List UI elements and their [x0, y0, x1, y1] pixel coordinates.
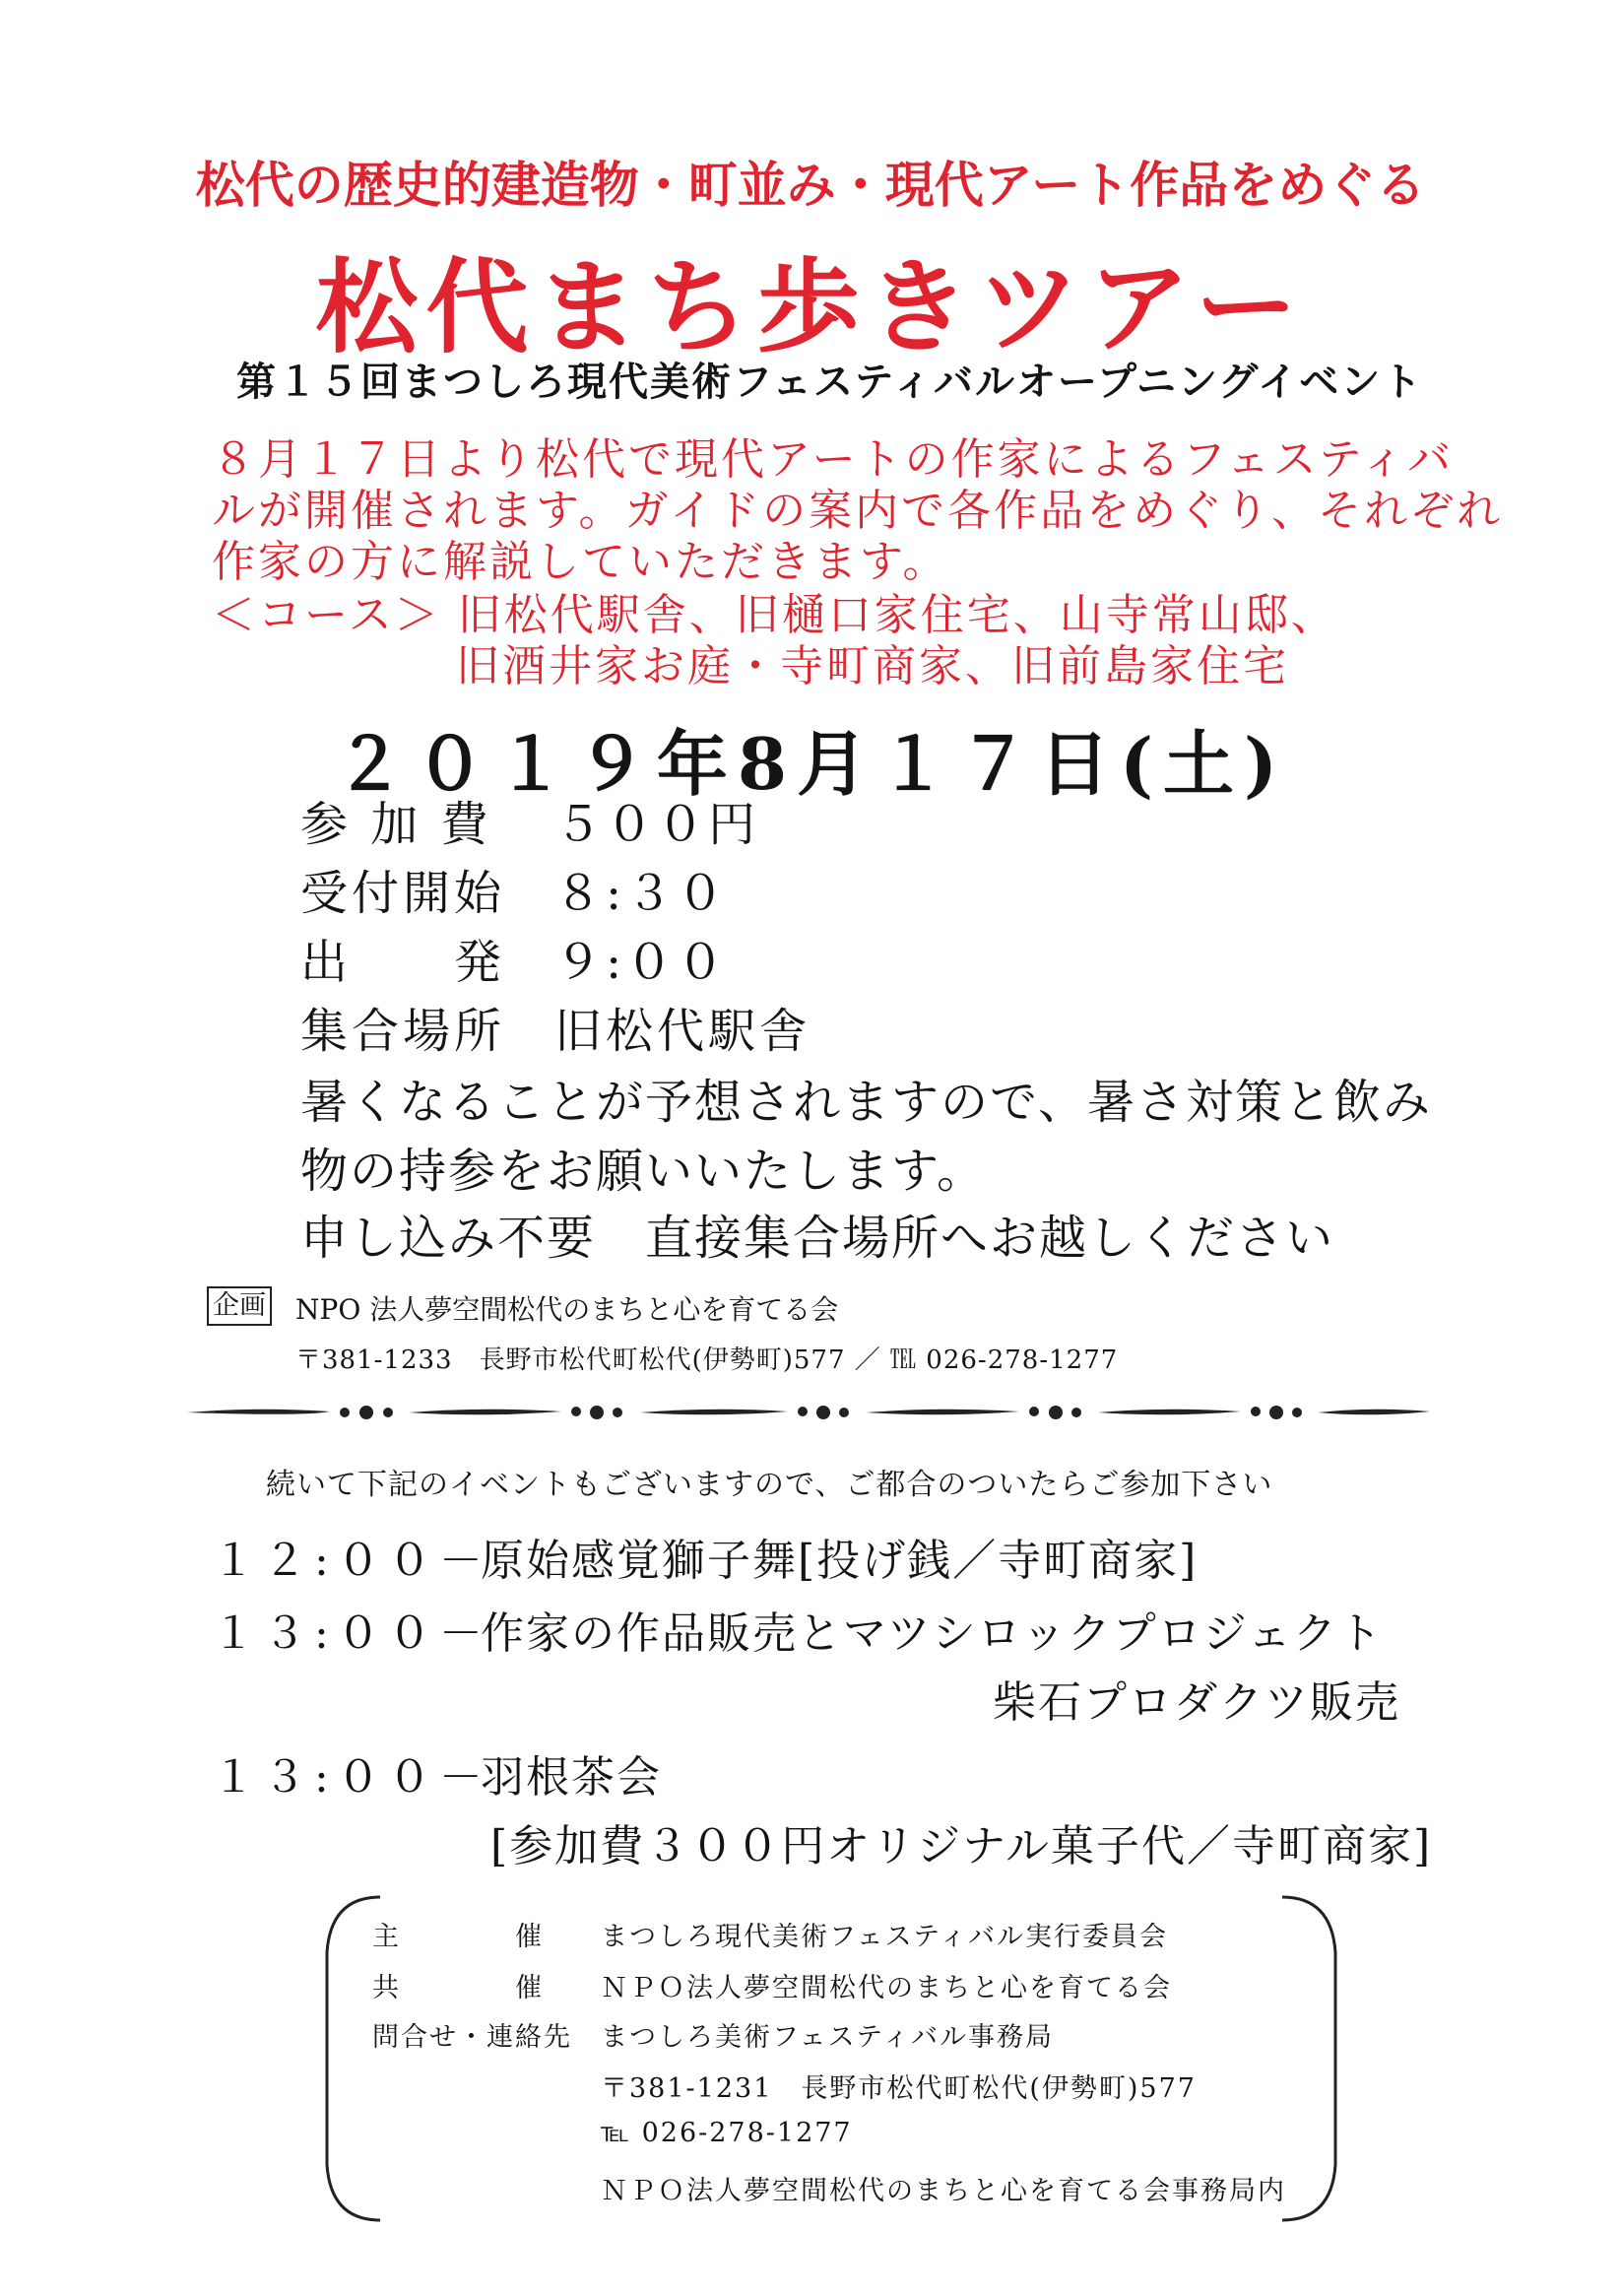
inquiry-value: まつしろ美術フェスティバル事務局	[601, 2022, 1054, 2053]
meeting-row	[300, 993, 810, 1061]
cohost-label: 共 催	[372, 1973, 544, 2003]
meeting-value: 旧松代駅舎	[554, 1004, 811, 1059]
event-line: 第１５回まつしろ現代美術フェスティバルオープニングイベント	[236, 359, 1424, 405]
followup-intro: 続いて下記のイベントもございますので、ご都合のついたらご参加下さい	[266, 1468, 1273, 1502]
contact-tel: ℡ 026-278-1277	[601, 2118, 853, 2148]
inquiry-label: 問合せ・連絡先	[372, 2022, 572, 2053]
note-line-3: 申し込み不要 直接集合場所へお越しください	[300, 1211, 1335, 1266]
flyer-title: 松代まち歩きツアー	[315, 247, 1306, 367]
reception-label: 受付開始	[300, 866, 506, 921]
dotted-divider	[187, 1393, 1430, 1432]
cohost-value: ＮＰＯ法人夢空間松代のまちと心を育てる会	[601, 1973, 1172, 2003]
event-3-time: １３:００－	[212, 1752, 490, 1803]
contact-office: ＮＰＯ法人夢空間松代のまちと心を育てる会事務局内	[601, 2176, 1286, 2206]
event-3-text: 羽根茶会	[481, 1752, 662, 1803]
reception-row	[300, 855, 728, 923]
course-line-2: 旧酒井家お庭・寺町商家、旧前島家住宅	[456, 641, 1289, 691]
planning-address: 〒381-1233 長野市松代町松代(伊勢町)577 ／ ℡ 026-278-1277	[295, 1345, 1119, 1375]
intro-line-2: ルが開催されます。ガイドの案内で各作品をめぐり、それぞれ	[212, 486, 1504, 536]
intro-line-3: 作家の方に解説していただきます。	[212, 537, 949, 587]
note-line-1: 暑くなることが予想されますので、暑さ対策と飲み	[300, 1075, 1433, 1130]
meeting-label: 集合場所	[300, 1004, 506, 1059]
departure-row	[300, 924, 728, 992]
departure-value: ９:００	[554, 935, 729, 990]
departure-label: 出 発	[300, 935, 506, 990]
event-date: ２０１９年8月１７日(土)	[333, 722, 1288, 806]
planning-org: NPO 法人夢空間松代のまちと心を育てる会	[295, 1293, 839, 1326]
reception-value: ８:３０	[554, 866, 729, 921]
fee-row	[300, 786, 759, 854]
contact-address: 〒381-1231 長野市松代町松代(伊勢町)577	[601, 2073, 1197, 2104]
note-line-2: 物の持参をお願いいたします。	[300, 1144, 987, 1199]
course-line-1: ＜コース＞ 旧松代駅舎、旧樋口家住宅、山寺常山邸、	[212, 590, 1337, 640]
event-1-text: 原始感覚獅子舞[投げ銭／寺町商家]	[481, 1536, 1199, 1586]
fee-value: ５００円	[554, 797, 760, 852]
event-2-sub: 柴石プロダクツ販売	[993, 1677, 1400, 1728]
planning-badge: 企画	[207, 1286, 272, 1326]
host-label: 主 催	[372, 1922, 544, 1952]
event-1-time: １２:００－	[212, 1536, 490, 1586]
event-2-time: １３:００－	[212, 1608, 490, 1659]
event-3-sub: [参加費３００円オリジナル菓子代／寺町商家]	[490, 1821, 1433, 1871]
host-value: まつしろ現代美術フェスティバル実行委員会	[601, 1922, 1168, 1952]
intro-line-1: ８月１７日より松代で現代アートの作家によるフェスティバ	[212, 434, 1455, 485]
event-2-text: 作家の作品販売とマツシロックプロジェクト	[481, 1608, 1384, 1659]
fee-label: 参 加 費	[300, 797, 492, 852]
flyer-subtitle: 松代の歴史的建造物・町並み・現代アート作品をめぐる	[195, 157, 1426, 214]
